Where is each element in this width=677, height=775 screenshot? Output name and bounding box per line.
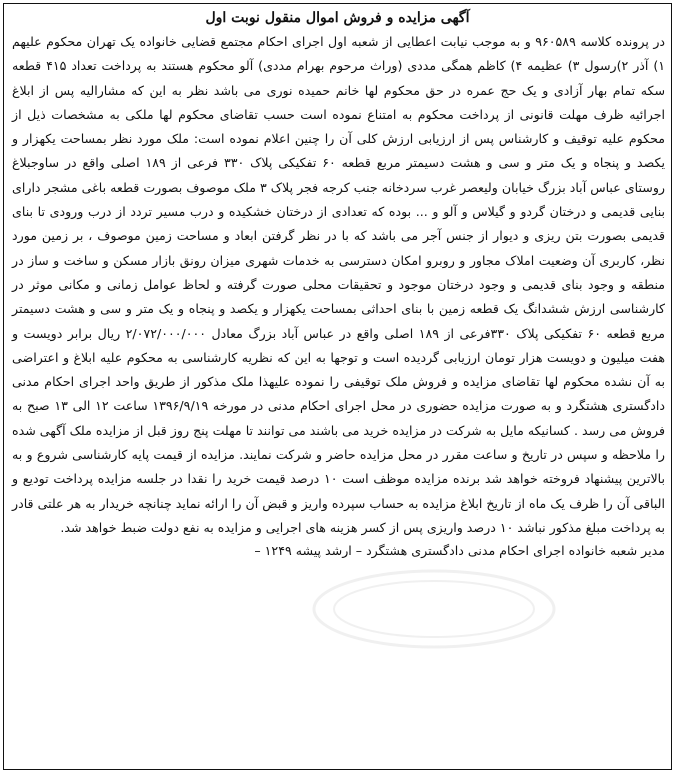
notice-signature: مدیر شعبه خانواده اجرای احکام مدنی دادگستری هشتگرد – ارشد پیشه ۱۲۴۹ – — [254, 543, 665, 559]
auction-notice — [3, 3, 672, 770]
notice-title: آگهی مزایده و فروش اموال منقول نوبت اول — [205, 10, 470, 26]
notice-body: در پرونده کلاسه ۹۶۰۵۸۹ و به موجب نیابت اعطایی از شعبه اول اجرای احکام مجتمع قضایی خانواده یک تهران محکوم علیهم ۱) آذر ۲)رسول ۳) عظیمه ۴) کاظم همگی مددی (وراث مرحوم بهرام مددی) آلو محکوم هستند به پرداخت تعداد ۴۱۵ قطعه سکه تمام بهار آزادی و یک حج عمره در حق محکوم لها خانم حمیده نوری می باشد نظر به این که مشارالیه پس از ابلاغ اجرائیه ظرف مهلت قانونی از پرداخت محکوم به امتناع نموده است حسب تقاضای محکوم لها ملکی به مشخصات ذیل از محکوم علیه توقیف و کارشناس پس از ارزیابی ارزش کلی آن را چنین اعلام نموده است: ملک مورد نظر بمساحت یکهزار و یکصد و پنجاه و یک متر و سی و هشت دسیمتر مربع قطعه ۶۰ تفکیکی پلاک ۳۳۰ فرعی از ۱۸۹ اصلی واقع در ساوجبلاغ روستای عباس آباد بزرگ خیابان ولیعصر غرب سردخانه جنب کرجه فجر پلاک ۳ ملک موصوف بصورت قطعه باغی مشجر دارای بنایی قدیمی و درختان گردو و گیلاس و آلو و ... بوده که تعدادی از درختان خشکیده و درب مسیر تردد از درب ورودی تا بنای قدیمی بصورت بتن ریزی و دیوار از جنس آجر می باشد که با در نظر گرفتن ابعاد و مساحت زمین موصوف ، بر زمین مورد نظر، کاربری آن وضعیت املاک مجاور و روبرو امکان دسترسی به خدمات شهری میزان رونق بازار مسکن و ساخت و ساز در منطقه و وجود بنای قدیمی و وجود درختان موجود و تحقیقات محلی صورت گرفته و لحاظ عوامل زمانی و مکانی موثر در کارشناسی ارزش ششدانگ یک قطعه زمین با بنای احداثی بمساحت یکهزار و یکصد و پنجاه و یک متر و سی و هشت دسیمتر مربع قطعه ۶۰ تفکیکی پلاک ۳۳۰فرعی از ۱۸۹ اصلی واقع در عباس آباد بزرگ معادل ۲/۰۷۲/۰۰۰/۰۰۰ ریال برابر دویست و هفت میلیون و دویست هزار تومان ارزیابی گردیده است و توجها به این که نظریه کارشناسی به محکوم علیه ابلاغ و اعتراضی به آن نشده محکوم لها تقاضای مزایده و فروش ملک توقیفی را نموده علیهذا ملک مذکور از طریق واحد اجرای احکام مدنی دادگستری هشتگرد و به صورت مزایده حضوری در محل اجرای احکام مدنی در مورخه ۱۳۹۶/۹/۱۹ ساعت ۱۲ الی ۱۳ صبح به فروش می رسد . کسانیکه مایل به شرکت در مزایده خرید می باشند می توانند تا مهلت پنج روز قبل از مزایده ملک آگهی شده را ملاحظه و سپس در تاریخ و ساعت مقرر در محل مزایده حاضر و شرکت نمایند. مزایده از قیمت پایه کارشناسی شروع و به بالاترین پیشنهاد فروخته خواهد شد برنده مزایده موظف است ۱۰ درصد قیمت خرید را نقدا در جلسه مزایده پرداخت تودیع و الباقی آن را ظرف یک ماه از تاریخ ابلاغ مزایده به حساب سپرده واریز و قبض آن را ارائه نماید چنانچه خریدار به هر علتی قادر به پرداخت مبلغ مذکور نباشد ۱۰ درصد واریزی پس از کسر هزینه های اجرایی و مزایده به نفع دولت ضبط خواهد شد. — [12, 34, 666, 535]
watermark-stamp — [304, 564, 564, 654]
